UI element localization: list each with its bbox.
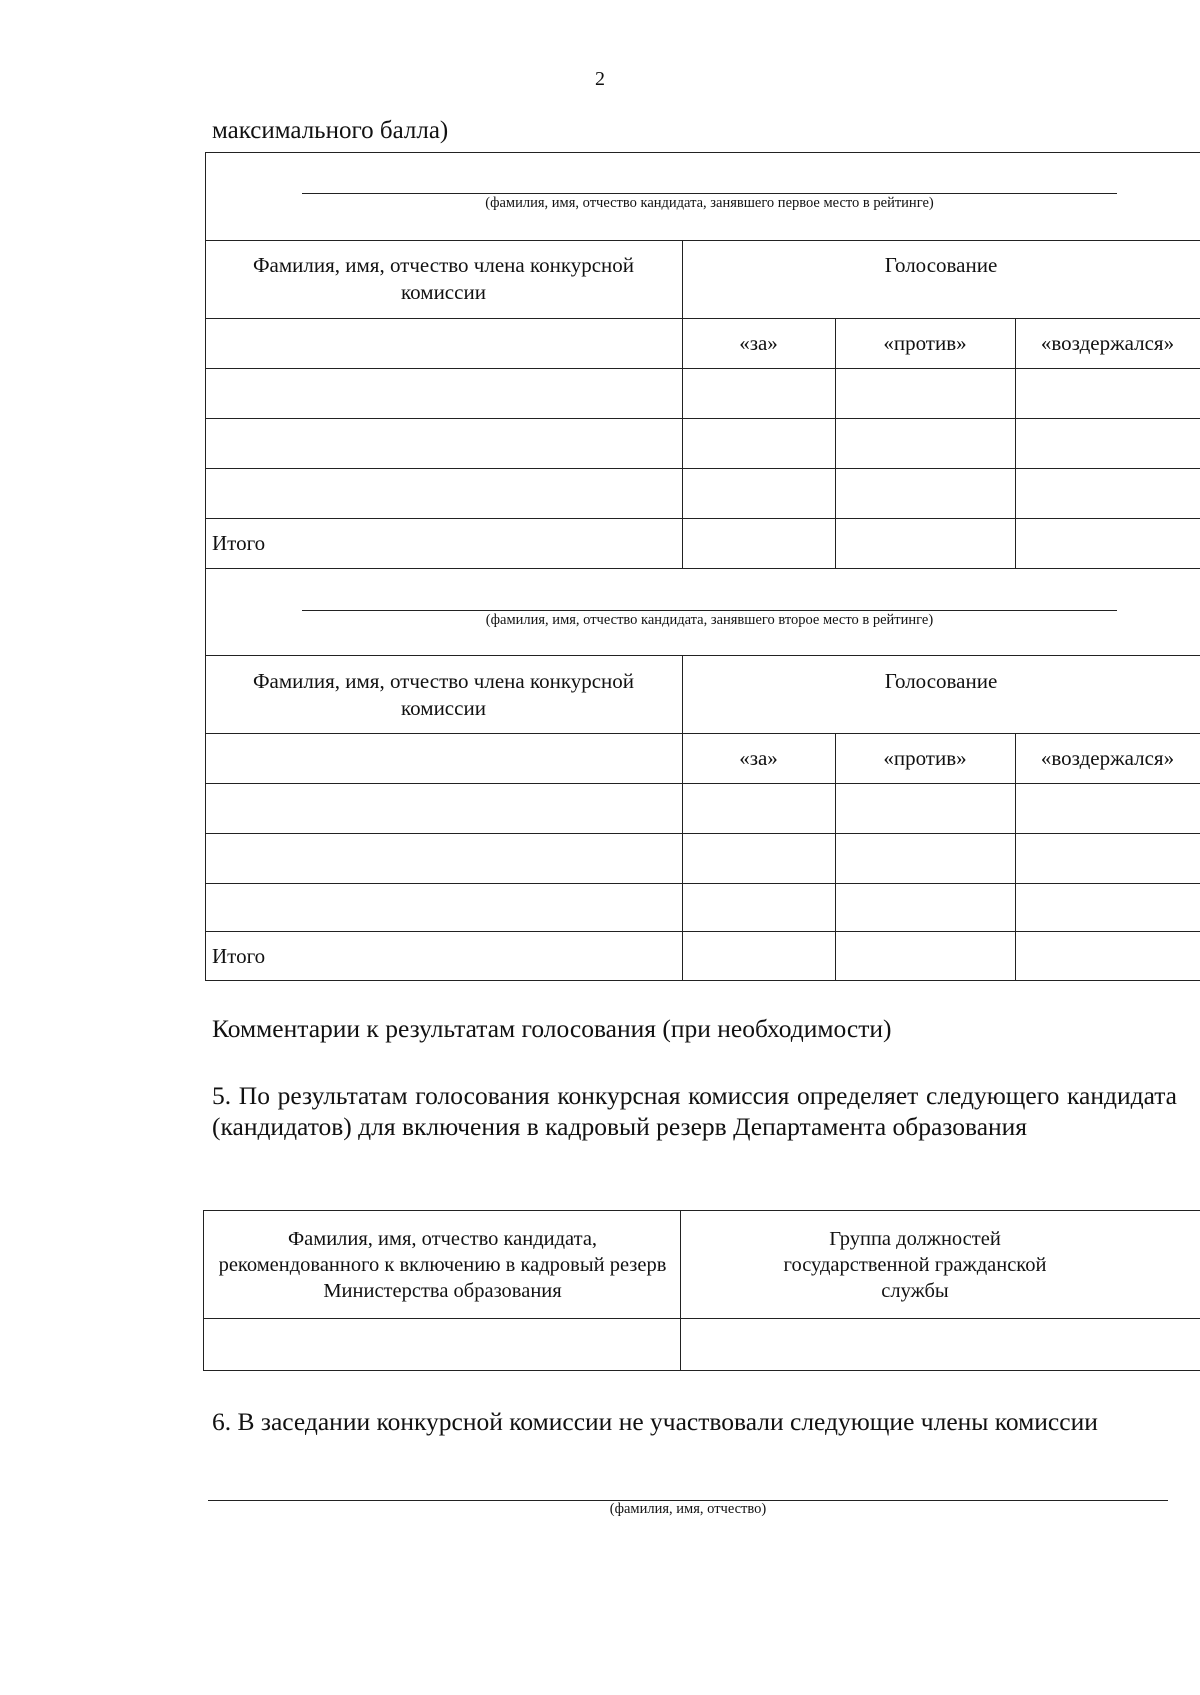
candidate-caption: (фамилия, имя, отчество кандидата, занявшего второе место в рейтинге): [485, 612, 934, 628]
comments-line: Комментарии к результатам голосования (при необходимости): [212, 1014, 892, 1043]
member-header: Фамилия, имя, отчество члена конкурсной комиссии: [252, 253, 635, 304]
table-border: [205, 883, 1200, 884]
page-number: 2: [595, 68, 605, 90]
signature-caption: (фамилия, имя, отчество): [609, 1501, 767, 1517]
table-border: [205, 568, 206, 980]
item-6-paragraph: 6. В заседании конкурсной комиссии не участвовали следующие члены комиссии: [212, 1407, 1098, 1436]
candidate-name-line: [302, 610, 1117, 611]
candidate-caption: (фамилия, имя, отчество кандидата, занявшего первое место в рейтинге): [485, 195, 934, 211]
table-border: [205, 152, 1200, 153]
col-for-header: «за»: [739, 331, 778, 355]
table-border: [205, 931, 1200, 932]
candidate-name-line: [302, 193, 1117, 194]
table-border: [203, 1318, 1200, 1319]
table-border: [205, 733, 1200, 734]
table-border: [680, 1210, 681, 1370]
table-border: [682, 655, 683, 980]
table-border: [205, 568, 1200, 569]
table-border: [205, 318, 1200, 319]
table-border: [203, 1210, 1200, 1211]
table-border: [205, 468, 1200, 469]
col-abstain-header: «воздержался»: [1040, 331, 1175, 355]
total-label: Итого: [212, 944, 266, 968]
table-border: [205, 655, 1200, 656]
vote-header: Голосование: [884, 669, 998, 693]
table-border: [682, 368, 1200, 369]
candidate-name-header: Фамилия, имя, отчество кандидата, рекомендованного к включению в кадровый резерв Министерства образования: [218, 1228, 667, 1302]
table-border: [205, 518, 1200, 519]
table-border: [205, 980, 1200, 981]
table-border: [205, 783, 1200, 784]
table-border: [205, 152, 206, 568]
item-5-paragraph: 5. По результатам голосования конкурсная комиссия определяет следующего кандидата (кандидатов) для включения в кадровый резерв Департамента образования: [212, 1081, 1177, 1141]
table-border: [205, 418, 1200, 419]
table-border: [203, 1370, 1200, 1371]
table-border: [205, 240, 1200, 241]
col-against-header: «против»: [883, 331, 967, 355]
table-border: [205, 368, 682, 369]
col-against-header: «против»: [883, 746, 967, 770]
position-group-header: Группа должностей государственной гражданской службы: [783, 1228, 1047, 1302]
member-header: Фамилия, имя, отчество члена конкурсной комиссии: [252, 669, 635, 720]
table-border: [205, 833, 1200, 834]
total-label: Итого: [212, 531, 266, 555]
table-border: [203, 1210, 204, 1370]
col-for-header: «за»: [739, 746, 778, 770]
continuation-text: максимального балла): [212, 117, 449, 144]
vote-header: Голосование: [884, 253, 998, 277]
table-border: [682, 240, 683, 568]
col-abstain-header: «воздержался»: [1040, 746, 1175, 770]
